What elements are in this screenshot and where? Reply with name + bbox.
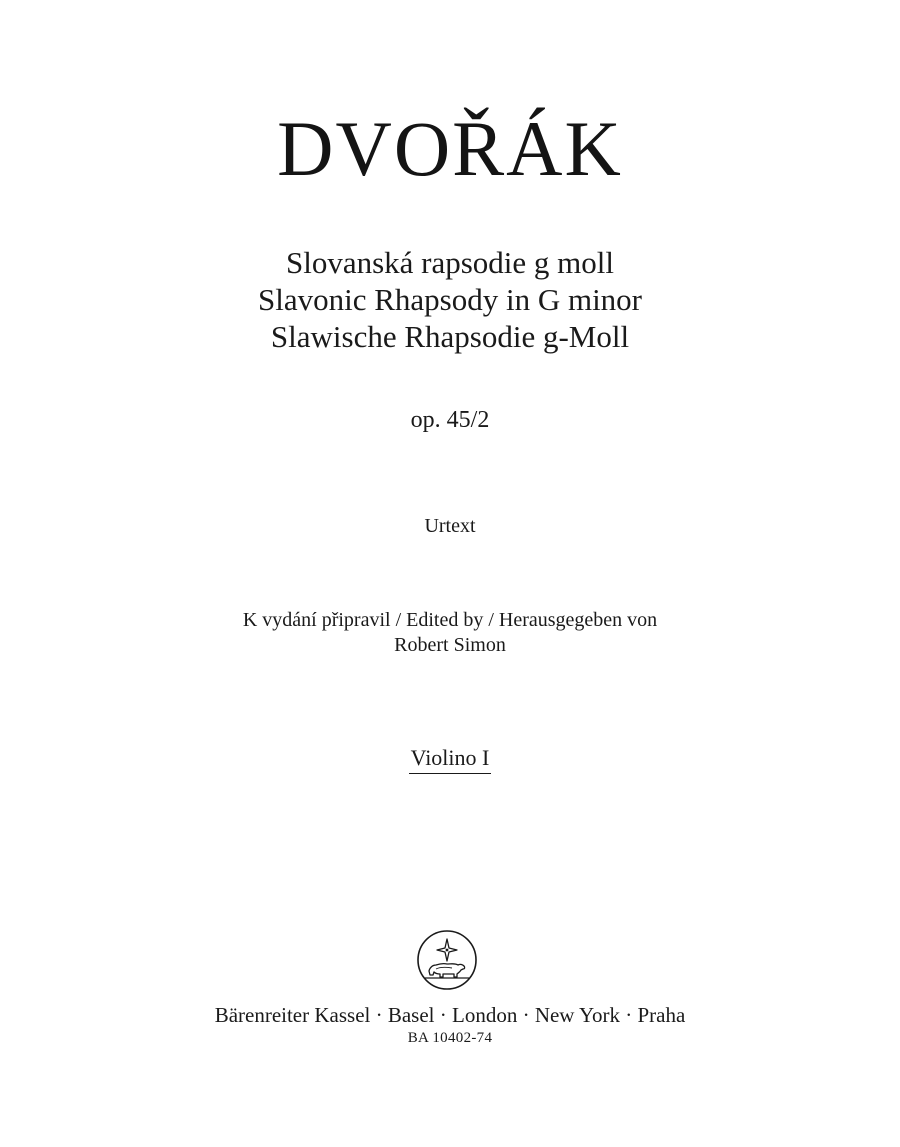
title-czech: Slovanská rapsodie g moll bbox=[285, 245, 615, 280]
composer-name: DVOŘÁK bbox=[277, 105, 623, 192]
catalog-number: BA 10402-74 bbox=[407, 1030, 493, 1046]
part-name: Violino I bbox=[409, 744, 492, 774]
title-german: Slawische Rhapsodie g-Moll bbox=[270, 319, 630, 354]
baerenreiter-bear-star-logo-icon bbox=[416, 929, 478, 991]
opus-number: op. 45/2 bbox=[410, 407, 490, 433]
title-english: Slavonic Rhapsody in G minor bbox=[257, 282, 643, 317]
editor-credit bbox=[0, 608, 900, 658]
part-name-block bbox=[0, 744, 900, 774]
edition-type: Urtext bbox=[424, 515, 476, 537]
editor-name: Robert Simon bbox=[394, 634, 506, 656]
publisher-cities: Bärenreiter Kassel · Basel · London · New York · Praha bbox=[214, 1003, 686, 1027]
editor-credit-line: K vydání připravil / Edited by / Herausgegeben von bbox=[242, 609, 658, 631]
work-titles bbox=[0, 244, 900, 355]
